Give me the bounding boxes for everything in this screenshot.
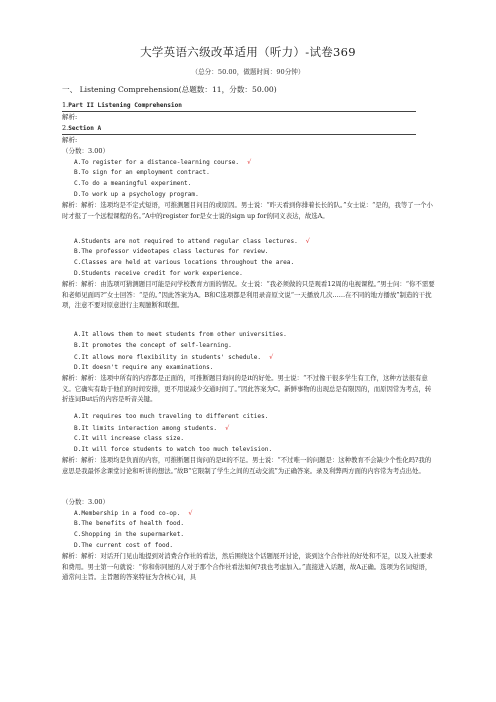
q4-option-a: A.It requires too much traveling to different cities. (74, 413, 269, 420)
correct-check-icon: √ (247, 158, 252, 166)
part-1-number: 1. (62, 101, 69, 109)
q4-option-b: B.It limits interaction among students. √ (74, 424, 230, 432)
q5-option-a: A.Membership in a food co-op. √ (74, 509, 193, 517)
correct-check-icon: √ (188, 509, 193, 517)
q3-option-d: D.It doesn't require any examinations. (74, 364, 214, 371)
part-2-heading (62, 124, 436, 133)
q2-option-d: D.Students receive credit for work experience. (74, 270, 243, 277)
correct-check-icon: √ (305, 237, 310, 245)
exam-subtitle: （总分：50.00，做题时间：90分钟） (191, 68, 305, 76)
divider (62, 134, 416, 135)
correct-check-icon: √ (269, 353, 274, 361)
q2-option-b: B.The professor videotapes class lectures for review. (74, 248, 269, 255)
section-heading: 一、 Listening Comprehension(总题数：11，分数：50.00) (62, 85, 277, 94)
q4-option-c: C.It will increase class size. (74, 435, 185, 442)
q4-option-d: D.It will force students to watch too much television. (74, 446, 273, 453)
q2-explanation: 解析：解析：由选项可猜测题目可能是问学校教育方面的情况。女士说：“我必须做的只是观看12周的电视课程。”男士问：“你不需要和老师见面吗?”女士回答：“是的。”因此答案为A。B和C选项都是利用录音原文说“一天播放几次……在不同的地方播放”制造的干扰项，注意不要对原意进行主观臆断和联想。 (62, 280, 435, 309)
exam-title: 大学英语六级改革适用（听力）-试卷369 (140, 45, 356, 59)
q3-option-c: C.It allows more flexibility in students' schedule. √ (74, 353, 274, 361)
q1-explanation: 解析：解析：选项均是不定式短语，可推测题目问目的或原因。男士说：“昨天看到你排着长长的队。”女士说：“是的，我等了一个小时才报了一个远程课程的名。”A中的register for是女士说的sign up for的同义表达，故选A。 (62, 201, 433, 220)
part-2-number: 2. (62, 124, 69, 132)
part-1-heading (62, 101, 436, 110)
q3-option-b: B.It promotes the concept of self-learning. (74, 342, 232, 349)
q1-option-d: D.To work up a psychology program. (74, 191, 199, 198)
q4-explanation: 解析：解析：选项均是负面的内容，可推断题目询问的是it的不足。男士说：“不过唯一的问题是：这种教育不会缺少个性化吗?我的意思是我最怀念课堂讨论和听讲的想法。”故B“它限制了学生之间的互动交流”为正确答案。录及利弊两方面的内容常为考点出处。 (62, 456, 432, 475)
part-2-title: Section A (68, 125, 102, 132)
score-label: （分数：3.00） (62, 498, 109, 506)
q1-option-c: C.To do a meaningful experiment. (74, 180, 192, 187)
q2-option-a: A.Students are not required to attend regular class lectures. √ (74, 237, 310, 245)
analysis-label: 解析: (62, 136, 78, 144)
correct-check-icon: √ (225, 424, 230, 432)
q5-option-b: B.The benefits of health food. (74, 520, 185, 527)
q5-option-d: D.The current cost of food. (74, 542, 174, 549)
q2-option-c: C.Classes are held at various locations throughout the area. (74, 259, 295, 266)
q5-option-c: C.Shopping in the supermarket. (74, 531, 185, 538)
analysis-label: 解析: (62, 113, 78, 121)
q5-explanation: 解析：解析：对话开门见山地提到对消费合作社的看法，然后围绕这个话题展开讨论，谈到这个合作社的好处和不足，以及入社要求和费用。男士第一句就说：“你和你同屋的人对于那个合作社看法如何?我也考虑加入。”直接进入话题，故A正确。选项为名词短语，通常问主旨。主旨题的答案特征为含核心词，具 (62, 552, 433, 581)
part-1-title: Part II Listening Comprehension (68, 102, 182, 109)
q3-option-a: A.It allows them to meet students from other universities. (74, 331, 287, 338)
q3-explanation: 解析：解析：选项中所有的内容都是正面的，可推断题目询问的是it的好处。男士说：“不过像干很多学生有工作，这种方法很有意义。它确实有助于他们的时间安排，更不用说减少交通时间了。”因此答案为C。新鲜事物的出现总是有限因的，而原因常为考点，转折连词But后的内容是听音关键。 (62, 374, 432, 403)
q1-option-a: A.To register for a distance-learning course. √ (74, 158, 252, 166)
q1-option-b: B.To sign for an employment contract. (74, 169, 210, 176)
score-label: （分数：3.00） (62, 147, 109, 155)
divider (62, 111, 416, 112)
